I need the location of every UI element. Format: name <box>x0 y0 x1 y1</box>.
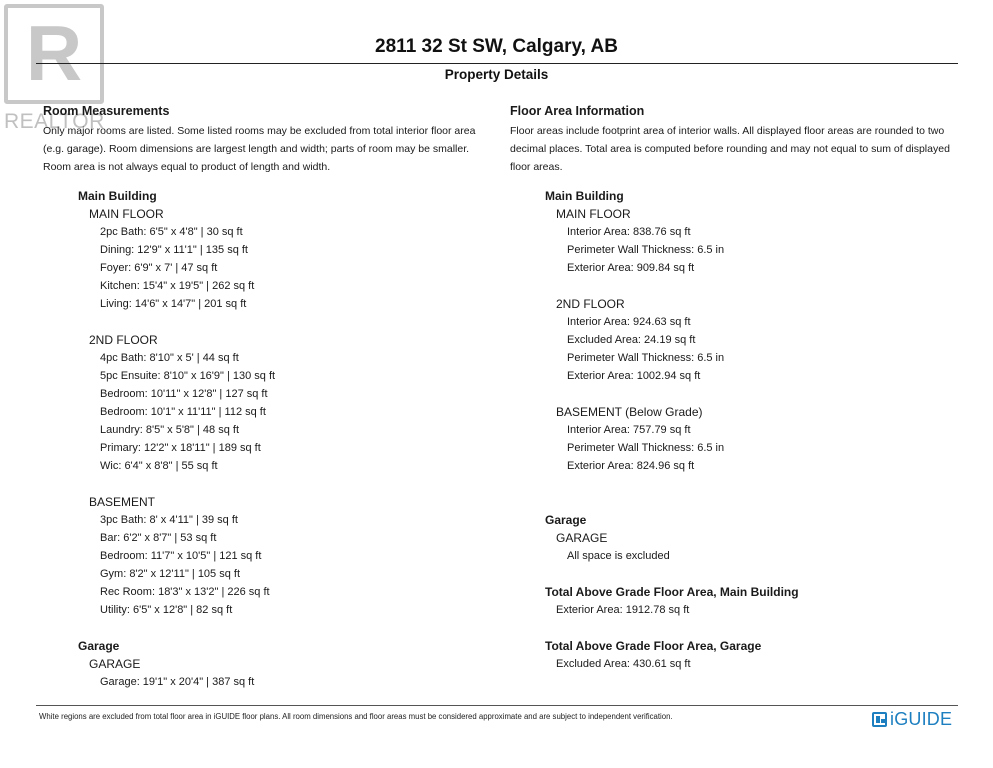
area-item: Interior Area: 757.79 sq ft <box>567 424 691 436</box>
total-main-building-value: Exterior Area: 1912.78 sq ft <box>556 604 690 616</box>
total-main-building-label: Total Above Grade Floor Area, Main Building <box>545 585 799 599</box>
note-line: decimal places. Total area is computed before rounding and may not equal to sum of displayed <box>510 143 950 155</box>
area-item: Perimeter Wall Thickness: 6.5 in <box>567 442 725 454</box>
note-line: Floor areas include footprint area of interior walls. All displayed floor areas are rounded to two <box>510 125 945 137</box>
room-measurements-heading: Room Measurements <box>43 104 170 118</box>
room-item: Utility: 6'5" x 12'8" | 82 sq ft <box>100 604 233 616</box>
area-item: Interior Area: 838.76 sq ft <box>567 226 691 238</box>
room-item: Bar: 6'2" x 8'7" | 53 sq ft <box>100 532 217 544</box>
area-item: Perimeter Wall Thickness: 6.5 in <box>567 352 725 364</box>
note-line: (e.g. garage). Room dimensions are largest length and width; parts of room may be smaller. <box>43 143 470 155</box>
main-building-label: Main Building <box>545 189 624 203</box>
room-item: Living: 14'6" x 14'7" | 201 sq ft <box>100 298 247 310</box>
room-item: Gym: 8'2" x 12'11" | 105 sq ft <box>100 568 241 580</box>
area-item: Interior Area: 924.63 sq ft <box>567 316 691 328</box>
garage-floor-label: GARAGE <box>556 531 608 545</box>
basement-label: BASEMENT <box>89 495 156 509</box>
second-floor-label: 2ND FLOOR <box>89 333 158 347</box>
floor-area-groups <box>510 187 970 673</box>
total-garage-value: Excluded Area: 430.61 sq ft <box>556 658 691 670</box>
iguide-logo-text: iGUIDE <box>890 708 953 729</box>
area-item: Exterior Area: 824.96 sq ft <box>567 460 695 472</box>
footer-divider <box>36 705 958 706</box>
room-item: Bedroom: 11'7" x 10'5" | 121 sq ft <box>100 550 262 562</box>
room-item: 4pc Bath: 8'10" x 5' | 44 sq ft <box>100 352 239 364</box>
room-measurements-note <box>43 122 488 176</box>
iguide-icon <box>872 712 887 727</box>
area-item: Excluded Area: 24.19 sq ft <box>567 334 696 346</box>
area-item: All space is excluded <box>567 550 670 562</box>
footer-disclaimer: White regions are excluded from total floor area in iGUIDE floor plans. All room dimensions and floor areas must be considered approximate and are subject to independent verification. <box>39 712 673 721</box>
room-item: Rec Room: 18'3" x 13'2" | 226 sq ft <box>100 586 270 598</box>
room-item: Foyer: 6'9" x 7' | 47 sq ft <box>100 262 218 274</box>
note-line: Room area is not always equal to product of length and width. <box>43 161 331 173</box>
floor-area-note <box>510 122 970 176</box>
room-item: Laundry: 8'5" x 5'8" | 48 sq ft <box>100 424 240 436</box>
room-item: Primary: 12'2" x 18'11" | 189 sq ft <box>100 442 261 454</box>
room-item: 2pc Bath: 6'5" x 4'8" | 30 sq ft <box>100 226 243 238</box>
room-item: Bedroom: 10'1" x 11'11" | 112 sq ft <box>100 406 266 418</box>
area-item: Perimeter Wall Thickness: 6.5 in <box>567 244 725 256</box>
realtor-logo-letter: R <box>25 9 83 97</box>
basement-label: BASEMENT (Below Grade) <box>556 405 703 419</box>
room-item: Wic: 6'4" x 8'8" | 55 sq ft <box>100 460 218 472</box>
area-item: Exterior Area: 909.84 sq ft <box>567 262 695 274</box>
floor-area-section <box>510 104 970 673</box>
room-item: Kitchen: 15'4" x 19'5" | 262 sq ft <box>100 280 255 292</box>
area-item: Exterior Area: 1002.94 sq ft <box>567 370 701 382</box>
header-divider <box>36 63 958 64</box>
floor-area-heading: Floor Area Information <box>510 104 645 118</box>
room-item: 3pc Bath: 8' x 4'11" | 39 sq ft <box>100 514 238 526</box>
room-item: Bedroom: 10'11" x 12'8" | 127 sq ft <box>100 388 268 400</box>
second-floor-label: 2ND FLOOR <box>556 297 625 311</box>
main-floor-label: MAIN FLOOR <box>89 207 164 221</box>
note-line: floor areas. <box>510 161 563 173</box>
room-item: Garage: 19'1" x 20'4" | 387 sq ft <box>100 676 255 688</box>
property-details-subtitle: Property Details <box>444 67 549 82</box>
room-item: 5pc Ensuite: 8'10" x 16'9" | 130 sq ft <box>100 370 276 382</box>
room-measurements-section <box>43 104 488 691</box>
main-building-label: Main Building <box>78 189 157 203</box>
main-floor-label: MAIN FLOOR <box>556 207 631 221</box>
room-groups <box>43 187 488 691</box>
garage-label: Garage <box>78 639 120 653</box>
room-item: Dining: 12'9" x 11'1" | 135 sq ft <box>100 244 248 256</box>
note-line: Only major rooms are listed. Some listed rooms may be excluded from total interior floor area <box>43 125 476 137</box>
property-address-title: 2811 32 St SW, Calgary, AB <box>375 36 618 57</box>
realtor-watermark-text: REALTOR <box>4 110 105 133</box>
total-garage-label: Total Above Grade Floor Area, Garage <box>545 639 762 653</box>
iguide-logo <box>872 708 952 730</box>
garage-label: Garage <box>545 513 587 527</box>
garage-floor-label: GARAGE <box>89 657 141 671</box>
